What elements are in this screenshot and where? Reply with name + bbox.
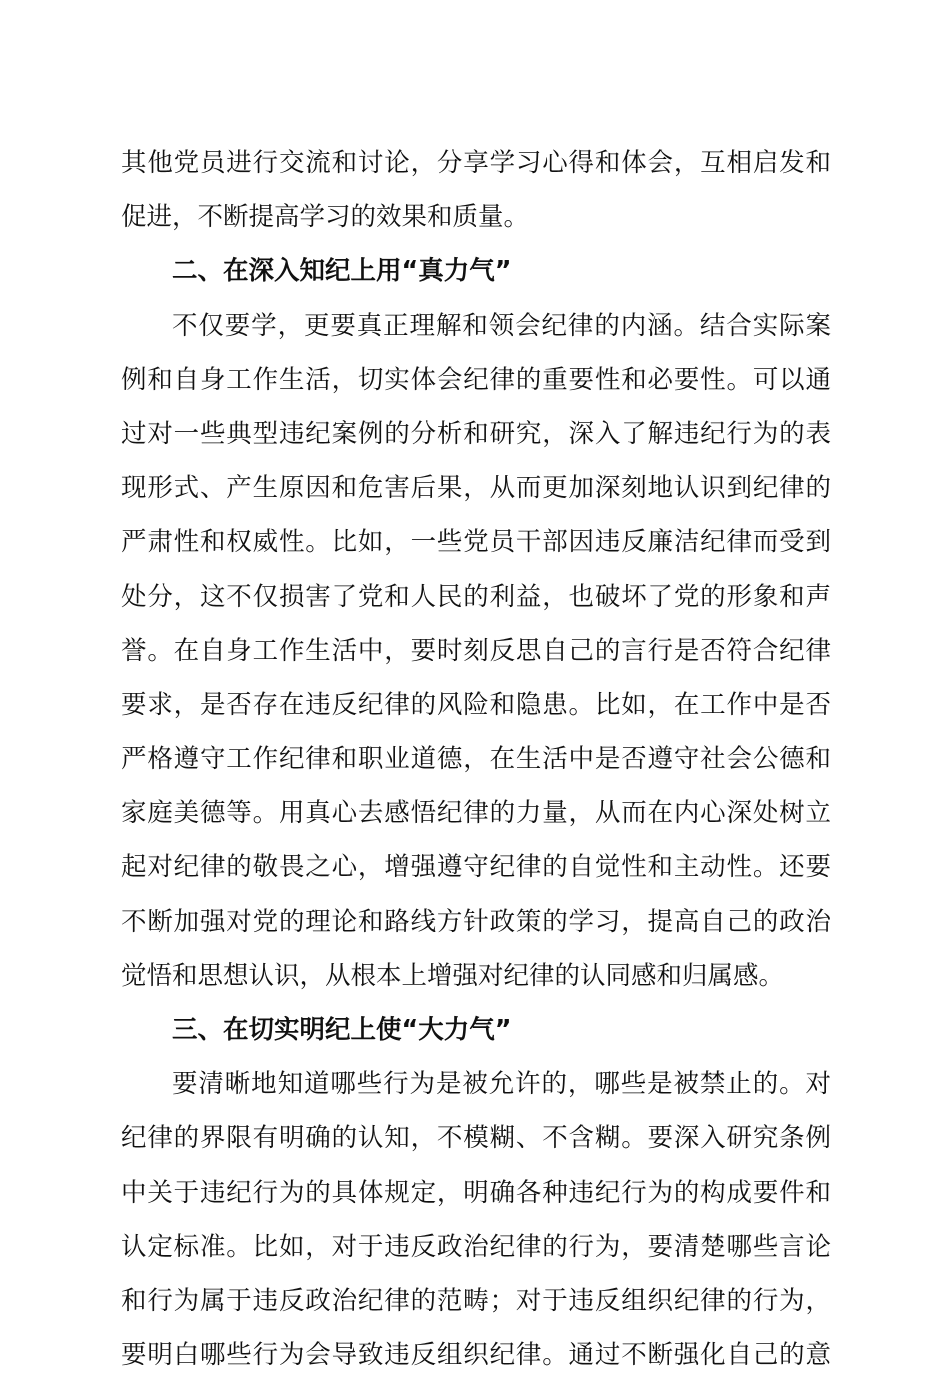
paragraph-line: 不断加强对党的理论和路线方针政策的学习，提高自己的政治 [121,906,831,937]
section-heading-3: 三、在切实明纪上使“大力气” [172,1015,512,1045]
paragraph-line: 促进，不断提高学习的效果和质量。 [121,202,530,233]
paragraph-line: 中关于违纪行为的具体规定，明确各种违纪行为的构成要件和 [121,1177,831,1208]
paragraph-line: 现形式、产生原因和危害后果，从而更加深刻地认识到纪律的 [121,473,831,504]
paragraph-line: 过对一些典型违纪案例的分析和研究，深入了解违纪行为的表 [121,418,831,449]
paragraph-line: 誉。在自身工作生活中，要时刻反思自己的言行是否符合纪律 [121,635,831,666]
paragraph-line: 起对纪律的敬畏之心，增强遵守纪律的自觉性和主动性。还要 [121,852,831,883]
paragraph-line: 和行为属于违反政治纪律的范畴；对于违反组织纪律的行为， [121,1285,831,1316]
paragraph-line: 例和自身工作生活，切实体会纪律的重要性和必要性。可以通 [121,364,831,395]
paragraph-line: 处分，这不仅损害了党和人民的利益，也破坏了党的形象和声 [121,581,831,612]
paragraph-line: 家庭美德等。用真心去感悟纪律的力量，从而在内心深处树立 [121,798,831,829]
paragraph-line: 纪律的界限有明确的认知，不模糊、不含糊。要深入研究条例 [121,1123,831,1154]
paragraph-line: 要求，是否存在违反纪律的风险和隐患。比如，在工作中是否 [121,689,831,720]
paragraph-line: 其他党员进行交流和讨论，分享学习心得和体会，互相启发和 [121,148,831,178]
paragraph-line: 不仅要学，更要真正理解和领会纪律的内涵。结合实际案 [172,310,831,341]
paragraph-line: 认定标准。比如，对于违反政治纪律的行为，要清楚哪些言论 [121,1231,831,1262]
paragraph-line: 要清晰地知道哪些行为是被允许的，哪些是被禁止的。对 [172,1069,831,1100]
document-body [121,136,831,1382]
paragraph-line: 严格遵守工作纪律和职业道德，在生活中是否遵守社会公德和 [121,744,831,775]
section-heading-2: 二、在深入知纪上用“真力气” [172,256,512,287]
paragraph-line: 要明白哪些行为会导致违反组织纪律。通过不断强化自己的意 [121,1340,831,1371]
paragraph-line: 觉悟和思想认识，从根本上增强对纪律的认同感和归属感。 [121,960,785,991]
paragraph-line: 严肃性和权威性。比如，一些党员干部因违反廉洁纪律而受到 [121,527,831,558]
